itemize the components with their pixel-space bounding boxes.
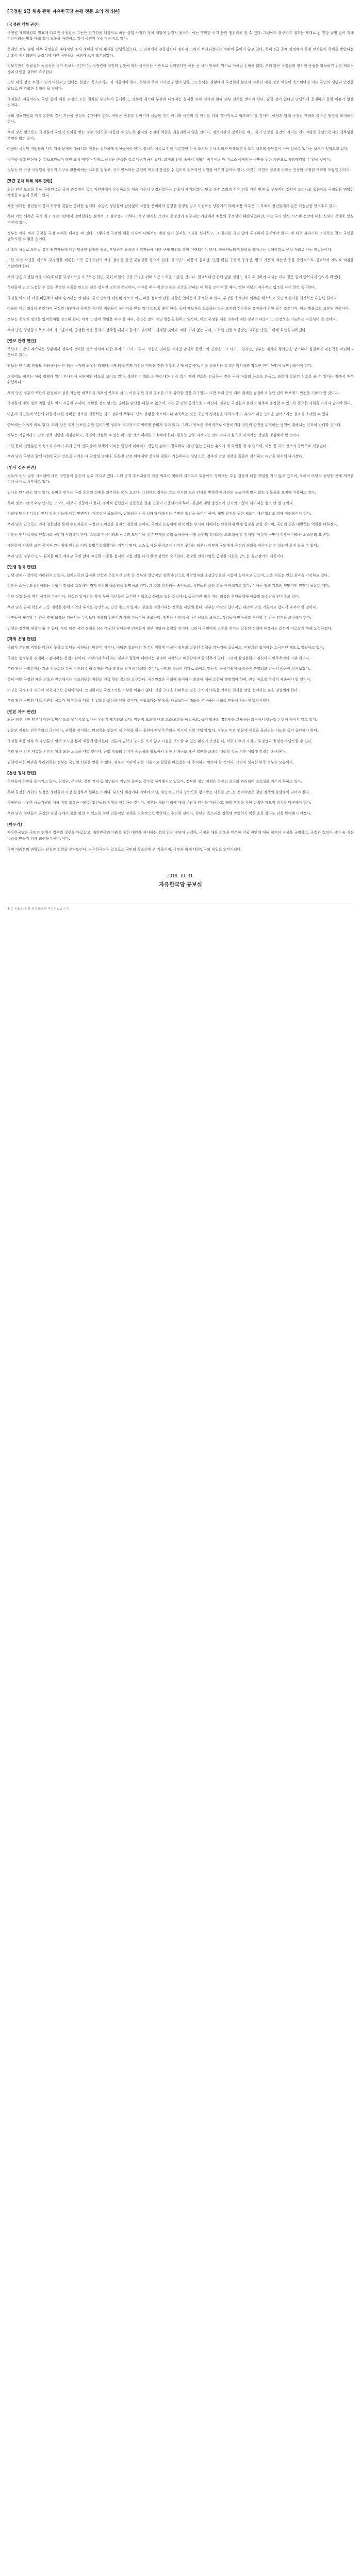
- body-paragraph: 우리 당은 앞으로도 인사 청문회를 통해 후보자들의 자질과 도덕성을 철저히 검증할 것이다. 국민의 눈높이에 맞지 않는 인사에 대해서는 단호하게 반대 입장을 밝힐 것이며, 국민의 뜻을 대변하는 역할을 다하겠다.: [7, 522, 338, 527]
- body-paragraph: 안보는 한 치의 빈틈도 허용해서는 안 되는 국가의 최우선 과제다. 국민의 생명과 재산을 지키는 것은 정부의 존재 이유이며, 이를 위해서는 강력한 억지력과 확고한 한미 동맹이 뒷받침되어야 한다.: [7, 364, 313, 368]
- body-paragraph: 우리 당은 앞으로도 국정원이 국민의 신뢰를 받는 정보기관으로 거듭날 수 있도록 감시와 견제의 역할을 게을리하지 않을 것이다. 정보기관의 정치화를 막고 국가 안보를 굳건히 지키는 것이야말로 공당으로서의 책무임을 분명히 밝혀 둔다.: [7, 130, 354, 141]
- body-paragraph: 여당은 국정조사 요구에 적극적으로 응해야 한다. 떳떳하다면 국정조사를 거부할 이유가 없다. 진상 규명을 회피하는 것은 오히려 의혹을 키우는 결과를 낳을 뿐이라는 점을 명심해야 한다.: [7, 688, 299, 692]
- body-paragraph: 우리 당은 국정감사와 각종 청문회를 통해 정부의 정책 실패와 각종 의혹을 철저히 파헤칠 것이다. 국민의 세금이 제대로 쓰이고 있는지, 공공기관이 공정하게 운영되고 있는지 꼼꼼히 살펴보겠다.: [7, 667, 310, 671]
- body-paragraph: 우리 당은 규제 혁신과 노동 개혁을 통해 기업의 투자를 촉진하고, 민간 주도의 일자리 창출을 이끌어내는 정책을 제안해 왔다. 정부는 야당의 합리적인 대안에 귀를 기울이고 협치에 나서야 할 것이다.: [7, 605, 317, 609]
- body-paragraph: 자유한국당은 국민의 편에서 정부의 잘못을 바로잡고, 대한민국의 미래를 위한 대안을 제시하는 책임 있는 정당이 되겠다. 국정원 채용 의혹을 비롯한 각종 현안에 대해 철저히 진상을 규명하고, 공정과 정의가 살아 숨 쉬는 나라를 만들기 위해 최선을 다할 것이다.: [7, 831, 354, 841]
- body-paragraph: 정부의 인사 검증 시스템에 대한 국민들의 불신이 날로 커지고 있다. 고위 공직 후보자들의 각종 의혹이 잇따라 제기되고 있음에도 청와대는 부실 검증에 대한 책임을 지지 않고 있으며, 오히려 야당의 정당한 문제 제기를 정치 공세로 치부하고 있다.: [7, 473, 354, 484]
- body-paragraph: 정보기관의 중립성과 독립성은 국가 안보의 근간이다. 국정원이 정권의 입맛에 따라 움직이는 기관으로 전락한다면 이는 곧 국가 안보의 위기로 이어질 수밖에 없다. 우리 당은 국정원의 정치적 중립을 확보하기 위한 제도적 장치 마련을 강력히 촉구한다.: [7, 64, 354, 74]
- body-paragraph: 북한의 도발이 계속되는 상황에서 정부의 안이한 안보 인식에 대한 우려가 커지고 있다. 북한은 잇따른 미사일 발사로 한반도의 긴장을 고조시키고 있지만, 정부는 대화와 평화만을 강조하며 실질적인 대응책을 마련하지 못하고 있다.: [7, 347, 354, 358]
- body-paragraph: 국회가 본연의 역할을 다하지 못하고 있다는 국민들의 비판이 거세다. 여당은 청와대의 거수기 역할에 머물며 정부의 잘못된 정책을 감싸기에 급급하고, 야당과의 협치에는 소극적인 태도로 일관하고 있다.: [7, 646, 324, 650]
- document-section: [7, 179, 354, 333]
- body-paragraph: 정부는 인사 실패를 인정하고 국민께 사과해야 한다. 그리고 지금이라도 능력과 도덕성을 갖춘 인재를 널리 등용하여 국정 운영의 정상화를 도모해야 할 것이다. 이것이 국민이 정부에 바라는 최소한의 요구다.: [7, 533, 330, 537]
- body-paragraph: 특히 이번 국정원 채용 의혹과 관련해서는 정보위원회 차원의 긴급 현안 질의를 요구한다. 국정원장은 국회에 출석하여 의혹에 대해 소상히 해명해야 하며, 관련 자료를 성실히 제출해야 할 것이다.: [7, 677, 311, 682]
- document-section: [7, 822, 354, 853]
- document-section: [7, 637, 354, 704]
- body-paragraph: 우리 당은 국정원 채용 의혹에 대한 국정조사를 요구하는 한편, 국회 차원의 진상 규명을 위해 모든 노력을 기울일 것이다. 필요하다면 관련 법률 개정도 적극 추진하여 다시는 이와 같은 일이 반복되지 않도록 하겠다.: [7, 275, 342, 279]
- body-paragraph: 우리 당은 국민의 대표 기관인 국회가 제 역할을 다할 수 있도록 최선을 다할 것이다. 정쟁보다는 민생을, 대립보다는 대화를 우선하는 국회를 만들어 가는 데 앞장서겠다.: [7, 699, 271, 703]
- body-paragraph: 최근 언론 보도를 통해 국정원 5급 공채 과정에서 특정 지원자에게 유리하도록 채용 기준이 변경되었다는 의혹이 제기되었다. 면접 점수 조정과 서류 전형 기준 변경 등 구체적인 정황이 드러나고 있음에도 국정원은 명확한 해명을 내놓지 못하고 있다.: [7, 187, 354, 198]
- body-paragraph: 청년 실업 문제 역시 심각한 수준이다. 양질의 일자리를 찾지 못한 청년들이 공무원 시험으로 몰리고 있는 현실에서, 공공기관 채용 비리 의혹은 청년들에게 이중의 좌절감을 안겨주고 있다.: [7, 595, 300, 599]
- body-paragraph: 최근 정부 비판 언론에 대한 압박이 도를 넘어서고 있다는 우려가 제기되고 있다. 비판적 보도에 대해 고소·고발을 남발하고, 공영 방송의 경영진을 교체하는 과정에서 불공정 논란이 끊이지 않고 있다.: [7, 718, 317, 722]
- body-paragraph: 청년들이 믿고 도전할 수 있는 공정한 사회를 만드는 것은 정치권 모두의 책임이다. 여야를 떠나 이번 의혹의 진상을 밝히는 데 힘을 모아야 할 때다. 정부 여당의 적극적인 협조를 다시 한번 촉구한다.: [7, 285, 316, 290]
- body-paragraph: 국정원 개혁위원회 발표에 따르면 국정원은 그동안 민간인을 대상으로 하는 불법 사찰과 정치 개입에 앞장서 왔으며, 이는 명백한 국기 문란 행위라고 할 수 있다. 그럼에도 불구하고 정부는 제대로 된 진상 규명 없이 적폐 청산이라는 명목 아래 정치 보복을 자행하고 있어 국민적 우려가 커지고 있다.: [7, 30, 354, 41]
- body-paragraph: 정부는 채용 비리 근절을 국정 과제로 내세운 바 있다. 그렇다면 국정원 채용 의혹에 대해서도 예외 없이 철저한 조사를 실시하고, 그 결과를 국민 앞에 투명하게 공개해야 한다. 제 식구 감싸기식 조사로는 결코 국민을 납득시킬 수 없을 것이다.: [7, 231, 354, 242]
- body-paragraph: 국민 여러분의 변함없는 관심과 성원을 부탁드린다. 자유한국당은 앞으로도 국민의 목소리에 귀 기울이며, 국민과 함께 대한민국의 내일을 열어가겠다.: [7, 847, 242, 852]
- document-section: [7, 565, 354, 632]
- body-paragraph: 민생은 정쟁의 대상이 될 수 없다. 우리 당은 서민 경제를 살리기 위한 일이라면 언제든지 정부 여당과 협력할 것이다. 그러나 국민에게 고통을 안기는 잘못된 정책에 대해서는 끝까지 바로잡기 위해 노력하겠다.: [7, 626, 333, 631]
- body-paragraph: 아울러 국정원 직원들의 사기 저하 문제에 대해서도 정부는 심각하게 받아들여야 한다. 정치적 이유로 인한 무분별한 인사 조치와 수사 의뢰가 반복되면서 조직 내부의 불안감이 극에 달하고 있다는 보도가 잇따르고 있다.: [7, 147, 349, 151]
- body-paragraph: 정부는 공정과 정의를 입버릇처럼 강조해 왔다. 이제 그 말에 책임을 져야 할 때다. 국민은 말이 아닌 행동을 원하고 있으며, 이번 국정원 채용 의혹에 대한 정부의 대응이 그 진정성을 가늠하는 시금석이 될 것이다.: [7, 317, 337, 321]
- document-section: [7, 338, 354, 460]
- body-paragraph: 또한 대북 정보 수집 기능이 약화되고 있다는 현장의 목소리에도 귀 기울여야 한다. 북한의 핵과 미사일 위협이 날로 고도화되는 상황에서 국정원의 본연의 임무인 대북 정보 역량이 축소된다면 이는 국민의 생명과 안전을 담보로 한 위험한 실험이 될 것이다.: [7, 80, 354, 91]
- body-paragraph: 정부는 더 이상 국정원을 정치적 도구로 활용하려는 시도를 멈추고, 국가 안보라는 본연의 목적에 충실할 수 있도록 전폭적인 지원을 아끼지 말아야 한다. 이것이 국민이 정부에 바라는 진정한 국정원 개혁의 모습일 것이다.: [7, 168, 351, 173]
- body-paragraph: 인사는 만사라는 말이 있다. 올바른 인사는 국정 운영의 성패를 좌우하는 핵심 요소다. 그럼에도 정부는 코드 인사와 보은 인사를 반복하며 국민의 눈높이에 맞지 않는 인물들을 요직에 기용하고 있다.: [7, 490, 316, 495]
- body-paragraph: 문재인 정부 출범 이후 국정원은 대대적인 조직 개편과 인적 쇄신을 단행하였으나, 그 과정에서 전문성보다 정치적 고려가 우선되었다는 비판이 끊이지 않고 있다. 특히 5급 공채 과정에서 특정 인사들이 특혜를 받았다는 의혹이 제기되면서 공정성에 대한 국민들의 신뢰가 크게 훼손되었다.: [7, 47, 354, 58]
- document-section: [7, 771, 354, 817]
- signature-date: 2018. 10. 31.: [167, 873, 194, 879]
- body-paragraph: 국정원 채용 의혹 역시 언론의 탐사 보도를 통해 세상에 알려졌다. 언론이 권력의 눈치를 보지 않고 사실을 보도할 수 있는 환경이 보장될 때, 비로소 우리 사회의 투명성과 공정성이 담보될 수 있다.: [7, 739, 313, 743]
- section-heading: [인사 검증 관련]: [7, 465, 36, 470]
- document-page: [0, 0, 361, 917]
- body-paragraph: 국회는 행정부를 견제하고 감시하는 헌법기관이다. 여당이라 하더라도 정부의 잘못에 대해서는 분명히 지적하고 바로잡아야 할 책무가 있다. 그것이 삼권분립의 정신이자 민주주의의 기본 원리다.: [7, 656, 310, 660]
- body-paragraph: 우리 당은 국민과 함께 대한민국의 안보를 지키는 데 앞장설 것이다. 튼튼한 안보 위에서만 진정한 평화가 가능하다는 신념으로, 정부의 안보 정책을 꼼꼼히 감시하고 대안을 제시해 나가겠다.: [7, 454, 303, 459]
- body-paragraph: 정부는 지금이라도 안보 정책 전반을 재점검하고, 국민이 안심할 수 있는 확고한 안보 태세를 구축해야 한다. 평화는 말로 지켜지는 것이 아니라 힘으로 지켜지는 것임을 명심해야 할 것이다.: [7, 433, 301, 438]
- section-heading: [청년 정책 관련]: [7, 771, 36, 776]
- document-body: [7, 22, 354, 853]
- document-title: [국정원 5급 채용 관련 자유한국당 논평 전문 요약 정리본]: [7, 9, 120, 14]
- body-paragraph: 민생 경제가 갈수록 어려워지고 있다. 최저임금의 급격한 인상과 근로시간 단축 등 정부의 일방적인 정책 추진으로 자영업자와 소상공인들의 시름이 깊어지고 있으며, 고용 지표는 연일 최악을 기록하고 있다.: [7, 573, 329, 578]
- body-paragraph: 우리 당은 청년들이 공정한 경쟁 속에서 꿈을 펼칠 수 있도록 청년 친화적인 정책을 지속적으로 발굴하고 추진할 것이다. 청년의 목소리를 정책에 반영하기 위한 소통 창구도 더욱 확대해 나가겠다.: [7, 811, 311, 816]
- section-heading: [국회 운영 관련]: [7, 637, 36, 642]
- section-heading: [민생 경제 관련]: [7, 565, 36, 570]
- body-paragraph: 안보에는 여야가 따로 없다. 우리 당은 국가 안보를 위한 일이라면 정부와 적극적으로 협력할 준비가 되어 있다. 그러나 안보를 정치적으로 이용하거나 국민의 안전을 위협하는 정책에 대해서는 단호히 반대할 것이다.: [7, 422, 342, 427]
- body-paragraph: 국민들이 체감할 수 있는 경제 회복을 위해서는 무엇보다 정책의 일관성과 예측 가능성이 중요하다. 정부는 시장에 올바른 신호를 보내고, 기업들이 안심하고 투자할 수 있는 환경을 조성해야 한다.: [7, 616, 311, 620]
- body-paragraph: 국정원은 지금이라도 국민 앞에 채용 과정의 모든 절차를 투명하게 공개하고, 의혹이 제기된 부분에 대해서는 철저한 자체 감사와 함께 외부 감사를 받아야 한다. 숨길 것이 없다면 당당하게 공개하지 못할 이유가 없을 것이다.: [7, 97, 354, 108]
- body-paragraph: 언론의 자유는 민주주의의 근간이다. 권력을 감시하고 비판하는 언론이 제 역할을 하지 못한다면 민주주의는 위기에 처할 수밖에 없다. 정부는 비판 언론에 재갈을 물리려는 시도를 즉각 중단해야 한다.: [7, 728, 319, 733]
- body-paragraph: 정부는 소득주도성장이라는 실험적 정책을 고집하며 경제 현장의 목소리를 외면하고 있다. 그 결과 일자리는 줄어들고, 서민들의 삶은 더욱 팍팍해지고 있다. 이제는 정책 기조의 전면적인 전환이 필요한 때다.: [7, 584, 330, 588]
- signature-organization: 자유한국당 공보실: [159, 882, 202, 888]
- body-paragraph: 대통령이 약속한 고위 공직자 7대 배제 원칙은 이미 유명무실해졌다는 지적이 많다. 스스로 세운 원칙조차 지키지 못하는 정부가 어떻게 국민에게 공정과 정의를 이야기할 수 있는지 묻지 않을 수 없다.: [7, 543, 319, 548]
- body-paragraph: 우리 당은 정부가 인사 원칙을 바로 세우고 국민 앞에 약속한 기준을 철저히 지킬 것을 다시 한번 강력히 촉구한다. 공정한 인사야말로 공정한 사회를 만드는 출발점이기 때문이다.: [7, 554, 285, 558]
- body-paragraph: 채용 비리는 청년들의 꿈과 희망을 짓밟는 중대한 범죄다. 수많은 청년들이 밤낮없이 시험을 준비하며 공정한 경쟁을 믿고 도전하는 상황에서 특혜 채용 의혹은 그 자체로 청년들에게 깊은 좌절감을 안겨주고 있다.: [7, 204, 337, 208]
- body-paragraph: 특히 이번 의혹은 국가 최고 정보기관에서 벌어졌다는 점에서 그 심각성이 더하다. 가장 엄격한 보안과 공정성이 요구되는 기관에서 채용의 공정성이 훼손되었다면, 이는 국가 안보 시스템 전반에 대한 신뢰의 문제로 번질 수밖에 없다.: [7, 214, 354, 225]
- body-paragraph: 청와대 민정수석실의 인사 검증 기능에 대한 전면적인 재점검이 필요하다. 반복되는 검증 실패에 대해서는 분명한 책임을 물어야 하며, 재발 방지를 위한 제도적 개선 방안도 함께 마련되어야 한다.: [7, 512, 311, 516]
- section-heading: [마무리]: [7, 822, 22, 827]
- section-heading: [국정원 개혁 관련]: [7, 22, 40, 27]
- body-paragraph: 국정원 역시 더 이상 비밀주의 뒤에 숨어서는 안 된다. 국가 안보와 관련된 정보가 아닌 채용 절차에 관한 사항은 얼마든지 공개할 수 있다. 투명한 공개만이 의혹을 해소하고 국민의 신뢰를 회복하는 유일한 길이다.: [7, 296, 338, 300]
- body-paragraph: 그럼에도 정부는 대북 정책에 있어 지나치게 낙관적인 태도를 보이고 있다. 북한의 비핵화 의지에 대한 검증 없이 제재 완화를 언급하는 것은 국제 사회의 공조를 흔들고, 북한에 잘못된 신호를 줄 수 있다는 점에서 매우 위험하다.: [7, 374, 354, 385]
- body-paragraph: 우리 당은 청년들의 목소리에 귀 기울이며, 공정한 채용 문화가 정착될 때까지 끝까지 감시하고 견제할 것이다. 채용 비리 없는 나라, 노력한 만큼 보상받는 사회를 만들기 위해 최선을 다하겠다.: [7, 328, 307, 332]
- body-paragraph: 아울러 국민들께 북한의 위협에 대한 정확한 정보를 제공하는 것도 정부의 책무다. 안보 상황을 축소하거나 왜곡하는 것은 국민의 경각심을 약화시키고, 유사시 대응 능력을 떨어뜨리는 결과를 초래할 수 있다.: [7, 412, 330, 417]
- section-heading: [언론 자유 관련]: [7, 709, 36, 714]
- document-section: [7, 709, 354, 766]
- body-paragraph: 아울러 이번 의혹과 관련하여 국정원 내부에서 문제를 제기한 직원들이 불이익을 받는 일이 없도록 해야 한다. 공익 제보자를 보호하는 것은 조직의 건강성을 유지하기 위한 필수 조건이며, 이는 법률로도 보장된 권리이다.: [7, 307, 350, 311]
- body-paragraph: 국회 정보위원회 역시 본연의 감시 기능을 충실히 수행해야 한다. 여당은 정부를 감싸기에 급급할 것이 아니라 국민의 알 권리를 위해 적극적으로 협조해야 할 것이며, 야당과 함께 국정원 개혁의 올바른 방향을 모색해야 한다.: [7, 113, 354, 124]
- body-paragraph: 의혹이 사실로 드러날 경우 관련자들에 대한 엄중한 문책은 물론, 부당하게 탈락한 지원자들에 대한 구제 방안도 함께 마련되어야 한다. 피해자들의 억울함을 풀어주는 것이야말로 공정 사회로 가는 첫걸음이다.: [7, 247, 333, 252]
- body-paragraph: 권력에 대한 비판을 두려워하는 정부는 국민의 신뢰를 얻을 수 없다. 정부는 비판에 귀를 기울이고 잘못을 바로잡는 데 주저하지 말아야 할 것이다. 그것이 성숙한 민주 정부의 모습이다.: [7, 760, 294, 765]
- body-paragraph: 국가를 위해 헌신해 온 정보요원들이 정권 교체 때마다 적폐로 몰리는 현실은 결코 바람직하지 않다. 조직의 안정 속에서 개혁이 이루어질 때 비로소 국정원은 국민을 위한 기관으로 자리매김할 수 있을 것이다.: [7, 157, 331, 162]
- document-section: [7, 465, 354, 560]
- body-paragraph: 또한 이번 사건을 계기로 국정원을 비롯한 모든 공공기관의 채용 절차를 전면 재점검할 필요가 있다. 블라인드 채용의 실효성, 면접 위원 구성의 공정성, 평가 기준의 객관성 등을 종합적으로 검토하여 제도적 허점을 보완해야 한다.: [7, 258, 354, 268]
- body-paragraph: 국정원을 비롯한 공공기관의 채용 비리 의혹은 이러한 청년들의 기대를 배신하는 것이다. 정부는 채용 비리에 대해 무관용 원칙을 적용하고, 재발 방지를 위한 강력한 제도적 장치를 마련해야 한다.: [7, 801, 311, 805]
- body-paragraph: 우리 당은 언론 자유를 지키기 위해 모든 노력을 다할 것이다. 공영 방송의 정치적 중립성을 확보하기 위한 지배구조 개선 법안을 조속히 처리할 것을 정부 여당에 강력히 촉구한다.: [7, 750, 286, 754]
- section-heading: [안보 관련 현안]: [7, 338, 36, 344]
- body-paragraph: 또한 한미 연합훈련의 축소와 유예가 우리 군의 전투 준비 태세에 미치는 영향에 대해서도 면밀한 검토가 필요하다. 훈련 없는 군대는 유사시 제 역할을 할 수 없으며, 이는 곧 국가 안보의 공백으로 직결된다.: [7, 444, 328, 448]
- section-heading: [5급 공채 특혜 의혹 관련]: [7, 178, 53, 183]
- document-section: [7, 22, 354, 174]
- body-paragraph: 청년들이 희망을 잃어가고 있다. 취업난, 주거난, 결혼 기피 등 청년들이 직면한 문제는 갈수록 심각해지고 있으며, 정부의 청년 정책은 현장의 요구와 괴리되어 실효성을 거두지 못하고 있다.: [7, 779, 302, 784]
- body-paragraph: 특히 공정한 기회의 보장은 청년들이 가장 절실하게 원하는 가치다. 부모의 배경이나 인맥이 아닌, 개인의 노력과 능력으로 평가받는 사회를 만드는 것이야말로 청년 정책의 출발점이 되어야 한다.: [7, 790, 310, 794]
- page-footer: ※ 본 자료는 보도 참고용으로 작성되었습니다.: [7, 904, 354, 911]
- body-paragraph: 특히 정보기관의 수장 인사는 그 어느 때보다 신중해야 한다. 정치적 중립성과 전문성을 갖춘 인물이 기용되어야 하며, 정권에 대한 충성도가 인사의 기준이 되어서는 결코 안 될 것이다.: [7, 501, 294, 505]
- body-paragraph: 국정원의 대북 정보 역량 강화 역시 시급한 과제다. 정확한 정보 없이는 올바른 판단을 내릴 수 없으며, 이는 곧 안보 공백으로 이어진다. 정부는 국정원이 본연의 임무에 충실할 수 있도록 필요한 지원을 아끼지 말아야 한다.: [7, 401, 352, 406]
- body-paragraph: 우리 당은 정부가 북한의 완전하고 검증 가능한 비핵화를 최우선 목표로 삼고, 이를 위한 국제 공조를 더욱 강화할 것을 촉구한다. 또한 우리 군의 대비 태세를 점검하고 첨단 전력 확보에도 만전을 기해야 할 것이다.: [7, 391, 339, 395]
- signature-block: [7, 873, 354, 888]
